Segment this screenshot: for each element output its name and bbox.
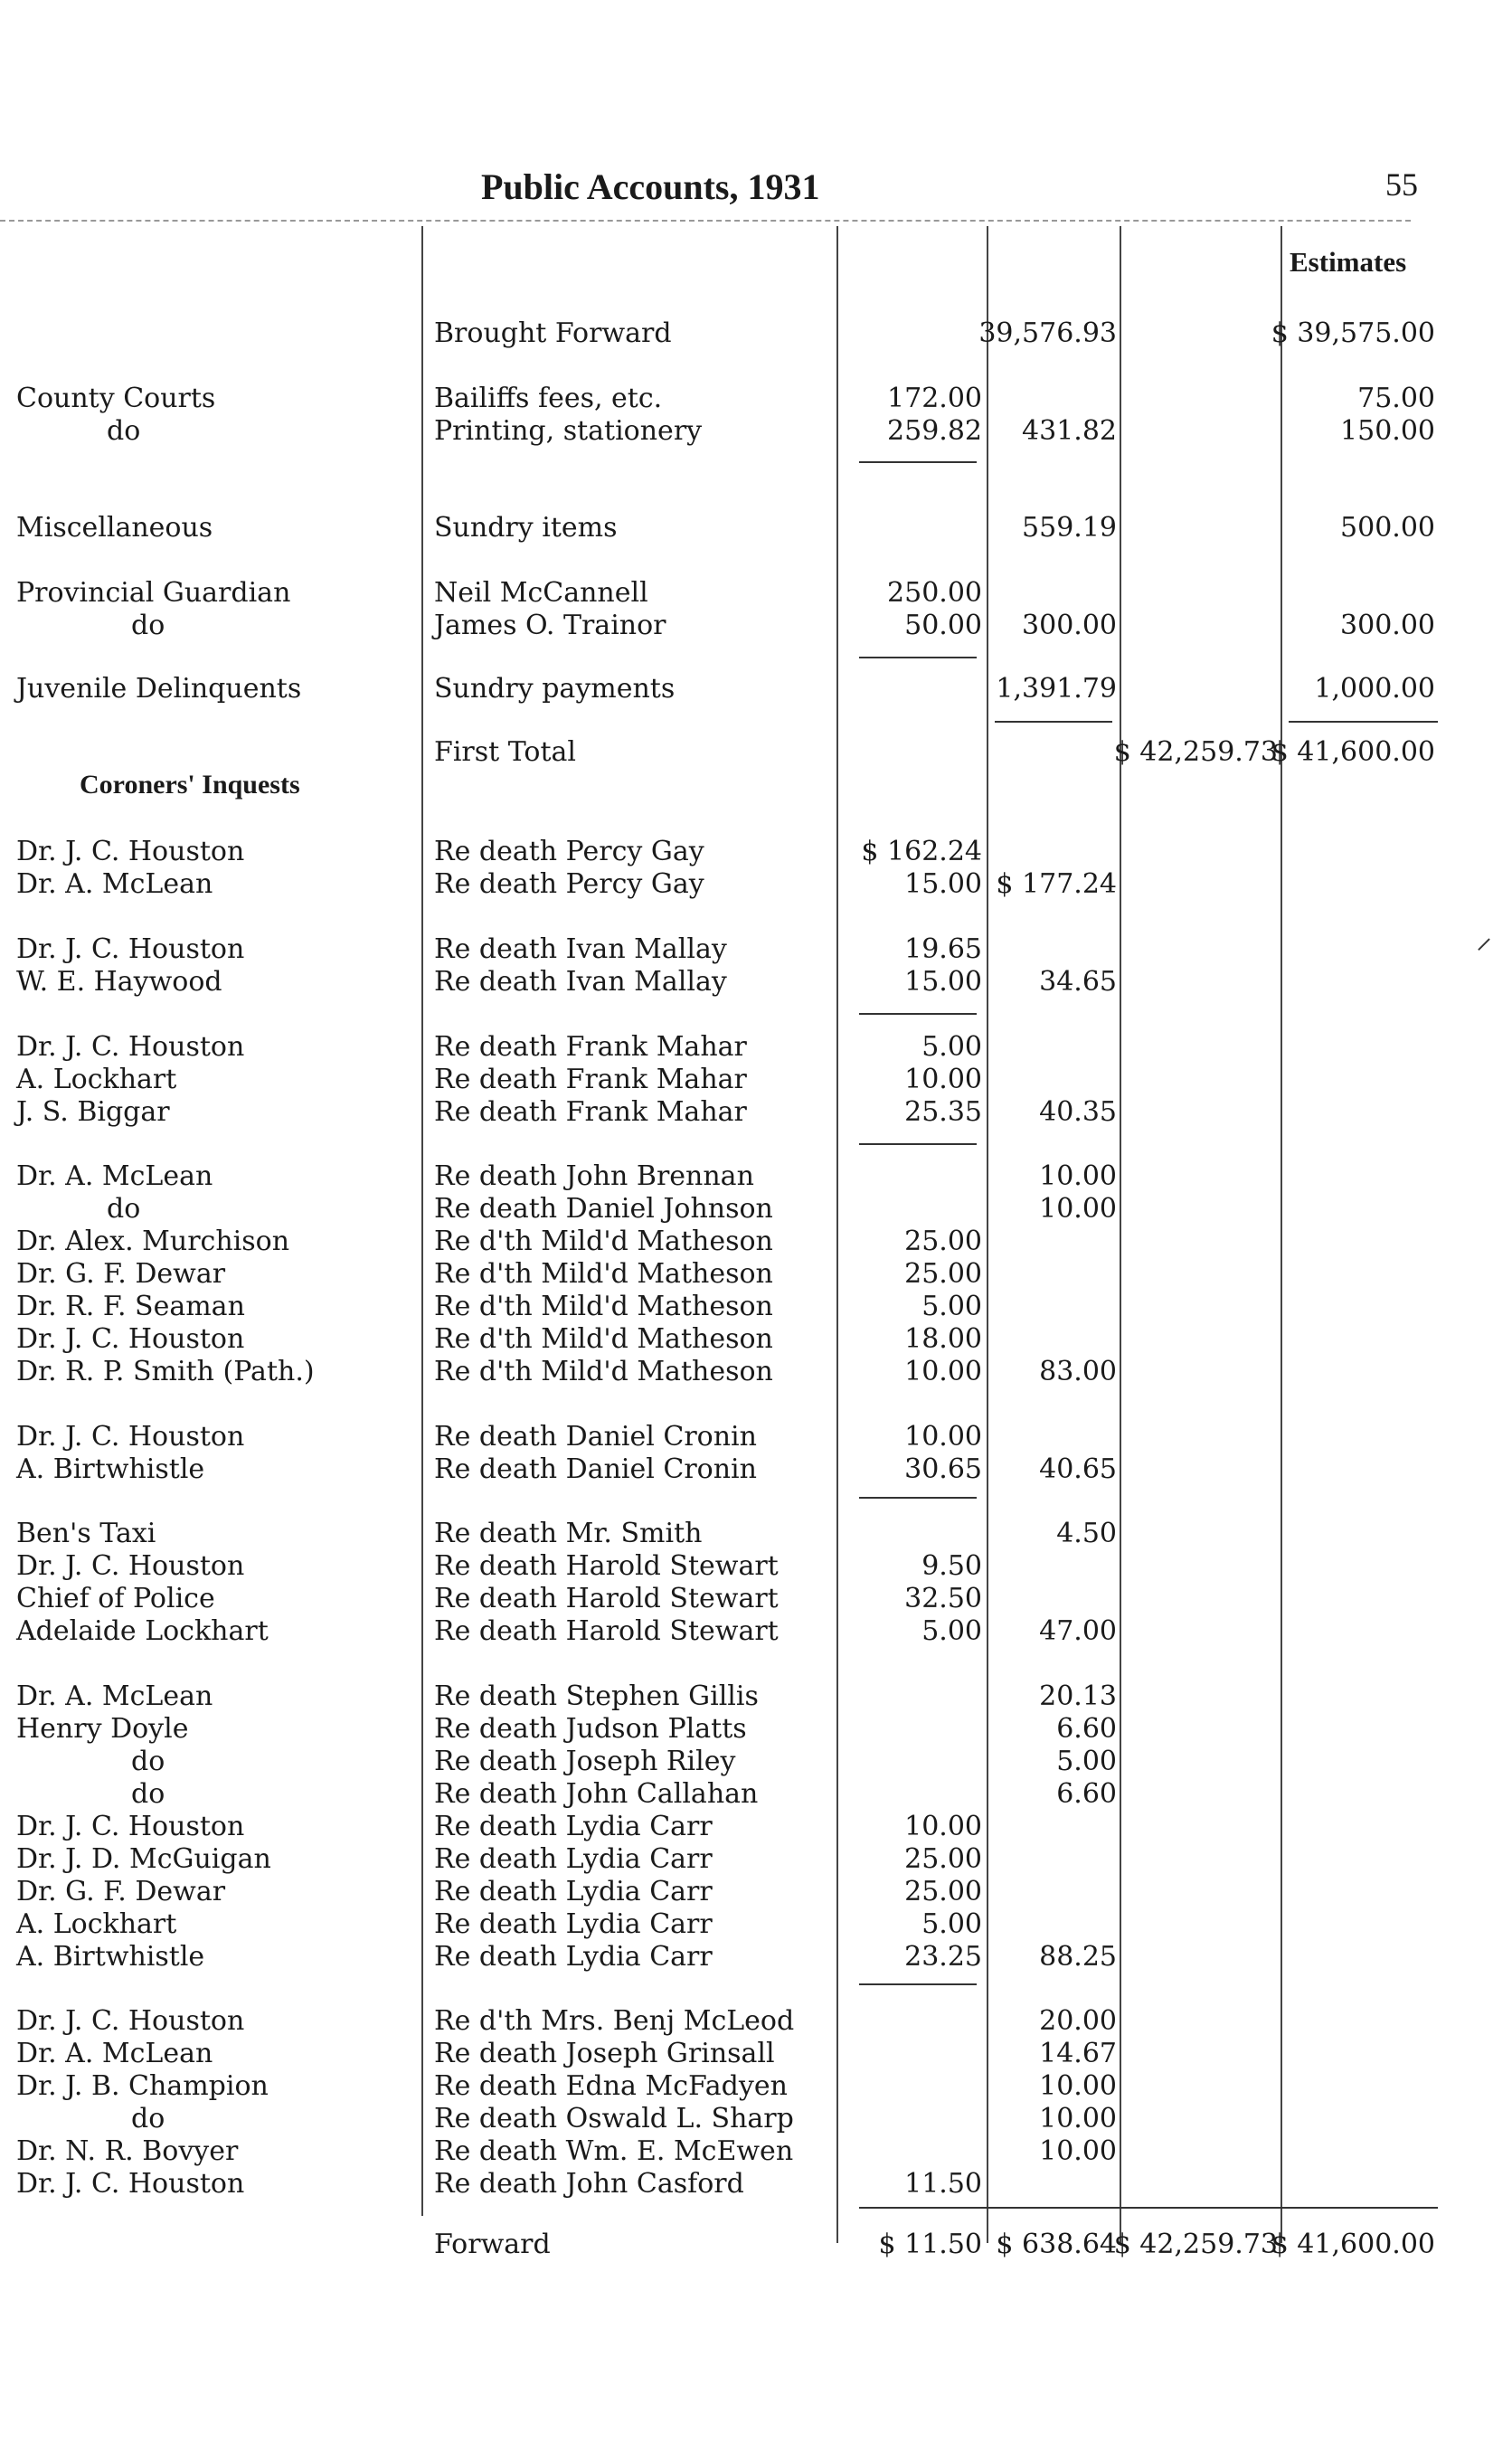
description: Sundry payments [434, 673, 676, 705]
payee: W. E. Haywood [16, 966, 222, 998]
subtotal-amount: 6.60 [1056, 1778, 1117, 1810]
table-row [0, 869, 1512, 900]
payee: Dr. J. D. McGuigan [16, 1843, 271, 1875]
table-row [0, 578, 1512, 609]
table-row [0, 2136, 1512, 2167]
payee: Dr. J. C. Houston [16, 836, 245, 867]
page-title: Public Accounts, 1931 [481, 166, 820, 207]
item-amount: 5.00 [921, 1615, 982, 1647]
item-amount: 10.00 [904, 1064, 982, 1095]
estimate-amount: 1,000.00 [1314, 673, 1435, 705]
item-amount: 25.35 [904, 1096, 982, 1128]
item-amount: 5.00 [921, 1031, 982, 1063]
payee: Dr. N. R. Bovyer [16, 2135, 239, 2167]
payee: A. Birtwhistle [16, 1453, 205, 1485]
description: James O. Trainor [434, 610, 666, 641]
item-amount: 10.00 [904, 1811, 982, 1842]
subtotal-rule [859, 657, 977, 658]
payee: do [131, 610, 165, 641]
item-amount: 5.00 [921, 1291, 982, 1322]
table-row [0, 383, 1512, 414]
table-row [0, 737, 1512, 768]
description: Printing, stationery [434, 415, 703, 447]
subtotal-amount: 83.00 [1039, 1356, 1117, 1387]
item-amount: 50.00 [904, 610, 982, 641]
estimate-amount: 500.00 [1340, 512, 1435, 544]
table-row [0, 1226, 1512, 1257]
description: Re death Frank Mahar [434, 1031, 747, 1063]
table-row [0, 1584, 1512, 1614]
table-row [0, 1454, 1512, 1485]
description: Re death Mr. Smith [434, 1518, 703, 1549]
subtotal-amount: 1,391.79 [996, 673, 1117, 705]
subtotal-rule [1289, 721, 1438, 723]
payee: Juvenile Delinquents [16, 673, 302, 705]
payee: A. Lockhart [16, 1908, 177, 1940]
description: Bailiffs fees, etc. [434, 383, 663, 414]
estimate-amount: $ 41,600.00 [1271, 2229, 1435, 2260]
item-amount: 259.82 [887, 415, 982, 447]
table-row [0, 416, 1512, 447]
table-row [0, 1065, 1512, 1095]
description: Re death Daniel Cronin [434, 1421, 757, 1453]
subtotal-rule [859, 1497, 977, 1499]
subtotal-amount: $ 638.64 [996, 2229, 1117, 2260]
item-amount: $ 162.24 [861, 836, 982, 867]
page-number: 55 [1385, 166, 1418, 203]
table-row [0, 1551, 1512, 1582]
subtotal-amount: 431.82 [1022, 415, 1117, 447]
description: Re death Lydia Carr [434, 1843, 713, 1875]
payee: Miscellaneous [16, 512, 213, 544]
estimate-amount: $ 41,600.00 [1271, 736, 1435, 768]
description: Re death John Brennan [434, 1160, 754, 1192]
subtotal-rule [859, 2207, 1438, 2209]
description: Re death Ivan Mallay [434, 933, 727, 965]
table-row [0, 1909, 1512, 1940]
subtotal-amount: 10.00 [1039, 2070, 1117, 2102]
stray-mark-icon: ⸝ [1476, 919, 1492, 956]
description: Re d'th Mild'd Matheson [434, 1291, 773, 1322]
description: Sundry items [434, 512, 618, 544]
payee: J. S. Biggar [16, 1096, 170, 1128]
table-row [0, 1812, 1512, 1842]
description: Re death Edna McFadyen [434, 2070, 788, 2102]
payee: Dr. J. B. Champion [16, 2070, 269, 2102]
item-amount: 25.00 [904, 1226, 982, 1257]
description: Re death Wm. E. McEwen [434, 2135, 794, 2167]
description: Re death Percy Gay [434, 836, 704, 867]
item-amount: 15.00 [904, 966, 982, 998]
payee: Dr. J. C. Houston [16, 2005, 245, 2037]
subtotal-amount: 47.00 [1039, 1615, 1117, 1647]
item-amount: 30.65 [904, 1453, 982, 1485]
item-amount: 15.00 [904, 868, 982, 900]
item-amount: 25.00 [904, 1876, 982, 1907]
payee: Dr. G. F. Dewar [16, 1876, 226, 1907]
payee: Dr. J. C. Houston [16, 1323, 245, 1355]
table-row [0, 610, 1512, 641]
table-row [0, 674, 1512, 705]
payee: Dr. J. C. Houston [16, 1031, 245, 1063]
table-row [0, 1714, 1512, 1745]
subtotal-amount: 559.19 [1022, 512, 1117, 544]
payee: County Courts [16, 383, 216, 414]
estimate-amount: $ 39,575.00 [1271, 317, 1435, 349]
table-row [0, 318, 1512, 349]
table-row [0, 1681, 1512, 1712]
item-amount: 5.00 [921, 1908, 982, 1940]
description: Re death Lydia Carr [434, 1908, 713, 1940]
subtotal-amount: 14.67 [1039, 2038, 1117, 2069]
description: Re death Lydia Carr [434, 1811, 713, 1842]
item-amount: 250.00 [887, 577, 982, 609]
subtotal-amount: 20.13 [1039, 1680, 1117, 1712]
table-row [0, 1877, 1512, 1907]
subtotal-rule [995, 721, 1112, 723]
description: Re death Daniel Cronin [434, 1453, 757, 1485]
table-row [0, 2169, 1512, 2200]
description: Forward [434, 2229, 551, 2260]
estimate-amount: 300.00 [1340, 610, 1435, 641]
payee: Dr. Alex. Murchison [16, 1226, 290, 1257]
table-row [0, 1746, 1512, 1777]
subtotal-amount: 88.25 [1039, 1941, 1117, 1973]
item-amount: 32.50 [904, 1583, 982, 1614]
total-amount: $ 42,259.73 [1113, 736, 1278, 768]
item-amount: $ 11.50 [878, 2229, 982, 2260]
subtotal-amount: 10.00 [1039, 1160, 1117, 1192]
description: Re death Joseph Riley [434, 1746, 736, 1777]
table-row [0, 934, 1512, 965]
payee: A. Birtwhistle [16, 1941, 205, 1973]
payee: Dr. J. C. Houston [16, 2168, 245, 2200]
subtotal-amount: 10.00 [1039, 2103, 1117, 2134]
description: Re d'th Mild'd Matheson [434, 1258, 773, 1290]
description: Re death John Casford [434, 2168, 744, 2200]
estimates-header: Estimates [1290, 246, 1407, 278]
table-row [0, 1616, 1512, 1647]
estimate-amount: 75.00 [1357, 383, 1435, 414]
payee: Chief of Police [16, 1583, 215, 1614]
payee: Dr. J. C. Houston [16, 1550, 245, 1582]
subtotal-amount: 34.65 [1039, 966, 1117, 998]
payee: Dr. J. C. Houston [16, 1421, 245, 1453]
payee: Adelaide Lockhart [16, 1615, 269, 1647]
item-amount: 9.50 [921, 1550, 982, 1582]
table-row [0, 1779, 1512, 1810]
payee: do [131, 1746, 165, 1777]
subtotal-rule [859, 1983, 977, 1985]
item-amount: 19.65 [904, 933, 982, 965]
payee: Dr. R. P. Smith (Path.) [16, 1356, 315, 1387]
table-row [0, 2039, 1512, 2069]
payee: Dr. A. McLean [16, 1160, 213, 1192]
description: Re d'th Mild'd Matheson [434, 1226, 773, 1257]
payee: A. Lockhart [16, 1064, 177, 1095]
item-amount: 172.00 [887, 383, 982, 414]
description: Neil McCannell [434, 577, 648, 609]
payee: Dr. G. F. Dewar [16, 1258, 226, 1290]
description: Re d'th Mild'd Matheson [434, 1323, 773, 1355]
item-amount: 10.00 [904, 1421, 982, 1453]
table-row [0, 1942, 1512, 1973]
table-row [0, 2071, 1512, 2102]
description: Re death Harold Stewart [434, 1583, 779, 1614]
subtotal-amount: $ 177.24 [996, 868, 1117, 900]
item-amount: 25.00 [904, 1843, 982, 1875]
subtotal-amount: 4.50 [1056, 1518, 1117, 1549]
table-row [0, 1324, 1512, 1355]
payee: Henry Doyle [16, 1713, 189, 1745]
subtotal-rule [859, 1013, 977, 1015]
description: Re death Percy Gay [434, 868, 704, 900]
description: Re death Harold Stewart [434, 1550, 779, 1582]
table-row [0, 1097, 1512, 1128]
table-row [0, 1194, 1512, 1225]
total-amount: $ 42,259.73 [1113, 2229, 1278, 2260]
subtotal-amount: 39,576.93 [978, 317, 1117, 349]
estimate-amount: 150.00 [1340, 415, 1435, 447]
subtotal-amount: 40.65 [1039, 1453, 1117, 1485]
payee: do [131, 2103, 165, 2134]
description: Re death Joseph Grinsall [434, 2038, 775, 2069]
payee: do [131, 1778, 165, 1810]
payee: Dr. J. C. Houston [16, 1811, 245, 1842]
description: Re death Judson Platts [434, 1713, 747, 1745]
payee: do [107, 1193, 141, 1225]
description: Re death Frank Mahar [434, 1096, 747, 1128]
top-rule [0, 220, 1411, 222]
subtotal-amount: 300.00 [1022, 610, 1117, 641]
item-amount: 11.50 [904, 2168, 982, 2200]
table-row [0, 967, 1512, 998]
subtotal-amount: 6.60 [1056, 1713, 1117, 1745]
subtotal-rule [859, 461, 977, 463]
table-row [0, 1844, 1512, 1875]
item-amount: 10.00 [904, 1356, 982, 1387]
item-amount: 23.25 [904, 1941, 982, 1973]
table-row [0, 1422, 1512, 1453]
description: Re death John Callahan [434, 1778, 759, 1810]
section-heading: Coroners' Inquests [80, 770, 300, 800]
table-row [0, 2006, 1512, 2037]
subtotal-rule [859, 1143, 977, 1145]
payee: Ben's Taxi [16, 1518, 156, 1549]
subtotal-amount: 20.00 [1039, 2005, 1117, 2037]
description: Re death Ivan Mallay [434, 966, 727, 998]
subtotal-amount: 10.00 [1039, 1193, 1117, 1225]
table-row [0, 1292, 1512, 1322]
table-row [0, 1259, 1512, 1290]
description: Re d'th Mrs. Benj McLeod [434, 2005, 795, 2037]
payee: Dr. A. McLean [16, 1680, 213, 1712]
payee: Dr. A. McLean [16, 2038, 213, 2069]
description: Re death Frank Mahar [434, 1064, 747, 1095]
table-row [0, 837, 1512, 867]
payee: Dr. J. C. Houston [16, 933, 245, 965]
payee: do [107, 415, 141, 447]
item-amount: 25.00 [904, 1258, 982, 1290]
table-row [0, 2104, 1512, 2134]
table-row [0, 1161, 1512, 1192]
table-row [0, 513, 1512, 544]
table-row [0, 1032, 1512, 1063]
description: Brought Forward [434, 317, 672, 349]
table-row [0, 1357, 1512, 1387]
subtotal-amount: 40.35 [1039, 1096, 1117, 1128]
description: Re death Stephen Gillis [434, 1680, 759, 1712]
table-row [0, 2229, 1512, 2260]
description: Re death Oswald L. Sharp [434, 2103, 794, 2134]
description: Re death Lydia Carr [434, 1876, 713, 1907]
description: Re death Harold Stewart [434, 1615, 779, 1647]
item-amount: 18.00 [904, 1323, 982, 1355]
subtotal-amount: 5.00 [1056, 1746, 1117, 1777]
payee: Dr. A. McLean [16, 868, 213, 900]
description: First Total [434, 736, 577, 768]
subtotal-amount: 10.00 [1039, 2135, 1117, 2167]
description: Re death Daniel Johnson [434, 1193, 773, 1225]
table-row [0, 1519, 1512, 1549]
description: Re d'th Mild'd Matheson [434, 1356, 773, 1387]
description: Re death Lydia Carr [434, 1941, 713, 1973]
payee: Provincial Guardian [16, 577, 291, 609]
payee: Dr. R. F. Seaman [16, 1291, 245, 1322]
